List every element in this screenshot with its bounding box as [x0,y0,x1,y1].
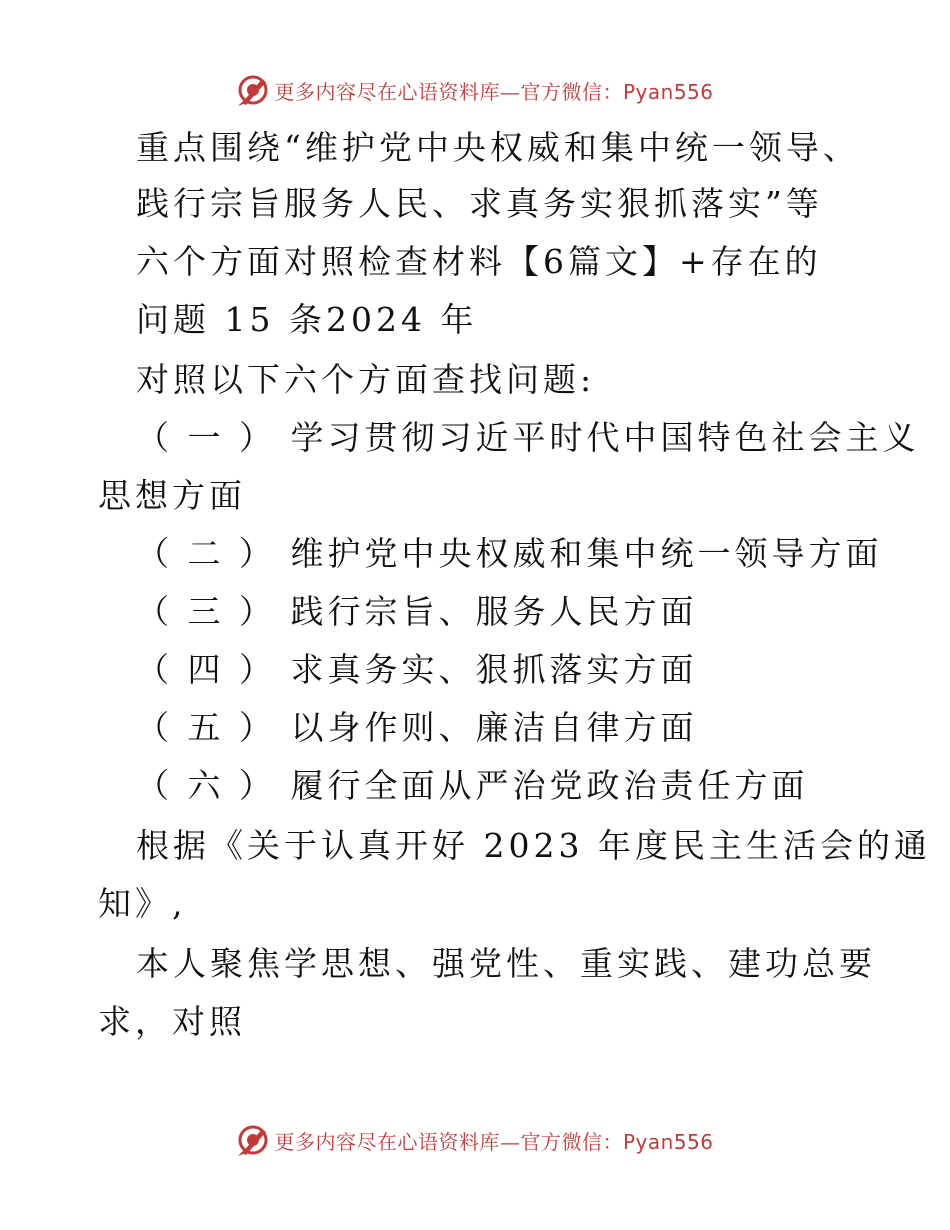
header-watermark-banner [0,70,950,110]
paragraph-reference-continued: 知》, [98,884,187,923]
paragraph-reference: 根据《关于认真开好 2023 年度民主生活会的通 [136,826,931,865]
list-item-2: （ 二 ） 维护党中央权威和集中统一领导方面 [136,534,883,573]
title-line-1: 重点围绕“维护党中央权威和集中统一领导、 [136,128,860,167]
list-item-5: （ 五 ） 以身作则、廉洁自律方面 [136,708,698,747]
list-item-6: （ 六 ） 履行全面从严治党政治责任方面 [136,766,809,805]
list-item-1: （ 一 ） 学习贯彻习近平时代中国特色社会主义 [136,418,920,457]
list-item-1-continued: 思想方面 [98,476,246,515]
list-item-3: （ 三 ） 践行宗旨、服务人民方面 [136,592,698,631]
paragraph-focus: 本人聚焦学思想、强党性、重实践、建功总要 [136,944,876,983]
pen-logo-icon [236,73,270,107]
title-line-3: 六个方面对照检查材料【6篇文】+存在的 [136,242,822,281]
pen-logo-icon [236,1123,270,1157]
intro-paragraph: 对照以下六个方面查找问题: [136,360,596,399]
title-line-4: 问题 15 条2024 年 [136,300,478,339]
paragraph-focus-continued: 求，对照 [98,1002,246,1041]
footer-watermark-banner [0,1120,950,1160]
watermark-text: 更多内容尽在心语资料库—官方微信：Pyan556 [274,79,714,104]
watermark-text: 更多内容尽在心语资料库—官方微信：Pyan556 [274,1129,714,1154]
list-item-4: （ 四 ） 求真务实、狠抓落实方面 [136,650,698,689]
title-line-2: 践行宗旨服务人民、求真务实狠抓落实”等 [136,184,823,223]
